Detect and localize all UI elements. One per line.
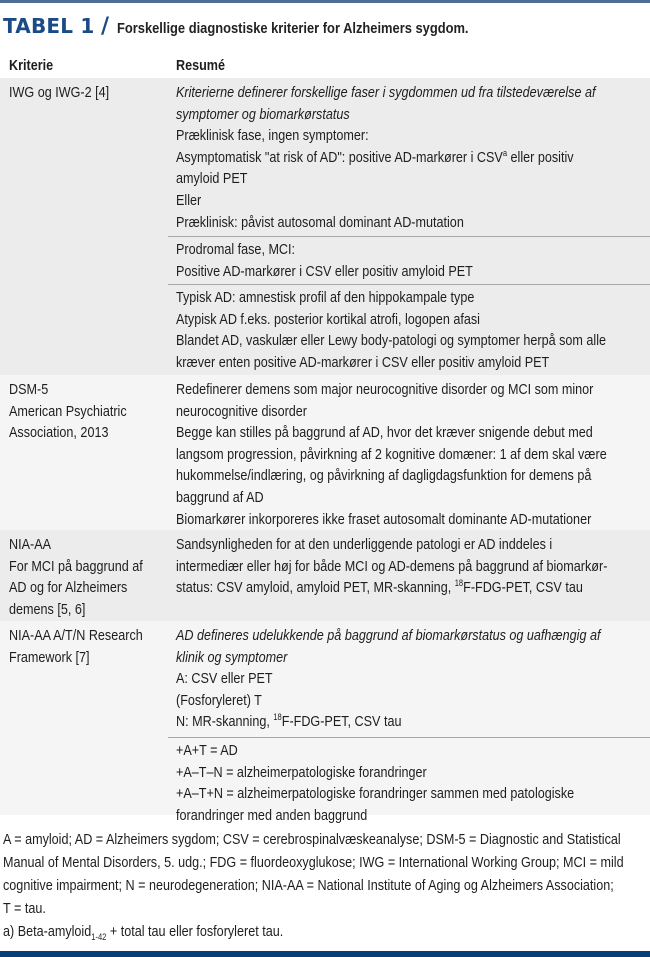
abbreviations-line: cognitive impairment; N = neurodegeneration; NIA-AA = National Institute of Aging og Alzheimers Association;: [3, 877, 614, 894]
table-label: TABEL 1: [3, 14, 95, 38]
abbreviations-line: Manual of Mental Disorders, 5. udg.; FDG = fluordeoxyglukose; IWG = International Working Group; MCI = mild: [3, 854, 624, 871]
criterion-cell: NIA-AA For MCI på baggrund af AD og for Alzheimers demens [5, 6]: [9, 536, 143, 618]
criterion-cell: IWG og IWG-2 [4]: [9, 84, 110, 101]
sub-cell-divider: [168, 737, 650, 738]
criterion-cell: NIA-AA A/T/N Research Framework [7]: [9, 627, 143, 666]
column-header-resume: Resumé: [176, 57, 226, 74]
abbreviations-line: A = amyloid; AD = Alzheimers sygdom; CSV = cerebrospinalvæskeanalyse; DSM-5 = Diagnostic and Statistical: [3, 831, 621, 848]
table-row-dsm5: [0, 375, 650, 530]
criterion-cell: DSM-5 American Psychiatric Association, 2013: [9, 381, 127, 442]
table-row-iwg: [0, 78, 650, 375]
table-row-nia-aa-atn: [0, 621, 650, 824]
table-row-nia-aa: [0, 530, 650, 621]
sub-cell-divider: [168, 236, 650, 237]
summary-block: +A+T = AD +A–T–N = alzheimerpatologiske forandringer +A–T+N = alzheimerpatologiske forandringer sammen med patologiske forandringer med anden baggrund: [176, 742, 575, 824]
summary-block: Typisk AD: amnestisk profil af den hippokampale type Atypisk AD f.eks. posterior kortikal atrofi, logopen afasi Blandet AD, vaskulær eller Lewy body-patologi og symptomer herpå som alle kræver enten positive AD-markører i CSV eller positiv amyloid PET: [176, 289, 607, 371]
footnote-a: a) Beta-amyloid$_{1-42}$ + total tau eller fosforyleret tau.: [3, 923, 284, 942]
summary-block: Prodromal fase, MCI: Positive AD-markører i CSV eller positiv amyloid PET: [176, 241, 473, 280]
abbreviations-line: T = tau.: [3, 900, 46, 917]
table-footnotes: [3, 828, 648, 943]
bottom-rule: [0, 951, 650, 957]
table-caption: Forskellige diagnostiske kriterier for Alzheimers sygdom.: [117, 20, 469, 37]
top-rule: [0, 0, 650, 3]
title-separator: /: [100, 14, 109, 39]
table-title: [3, 14, 526, 40]
summary-block: AD defineres udelukkende på baggrund af biomarkørstatus og uafhængig af klinik og symptomer A: CSV eller PET (Fosforyleret) T N: MR-skanning, $^{18}$F-FDG-PET, CSV tau: [176, 627, 601, 731]
summary-block: Redefinerer demens som major neurocognitive disorder og MCI som minor neurocognitive disorder Begge kan stilles på baggrund af AD, hvor det kræver snigende debut med langsom progression, påvirkning af 2 kognitive domæner: 1 af dem skal være hukommelse/indlæring, og påvirkning af dagligdagsfunktion for demens på baggrund af AD Biomarkører inkorporeres ikke fraset autosomalt dominante AD-mutationer: [176, 381, 607, 528]
summary-block: Kriterierne definerer forskellige faser i sygdommen ud fra tilstedeværelse af symptomer og biomarkørstatus Præklinisk fase, ingen symptomer: Asymptomatisk "at risk of AD": positive AD-markører i CSV$^a$ eller positiv amyloid PET Eller Præklinisk: påvist autosomal dominant AD-mutation: [176, 84, 596, 231]
sub-cell-divider: [168, 284, 650, 285]
column-header-kriterie: Kriterie: [9, 57, 54, 74]
summary-block: Sandsynligheden for at den underliggende patologi er AD inddeles i intermediær eller høj for både MCI og AD-demens på baggrund af biomarkør- status: CSV amyloid, amyloid PET, MR-skanning, $^{18}$F-FDG-PET, CSV tau: [176, 536, 608, 597]
